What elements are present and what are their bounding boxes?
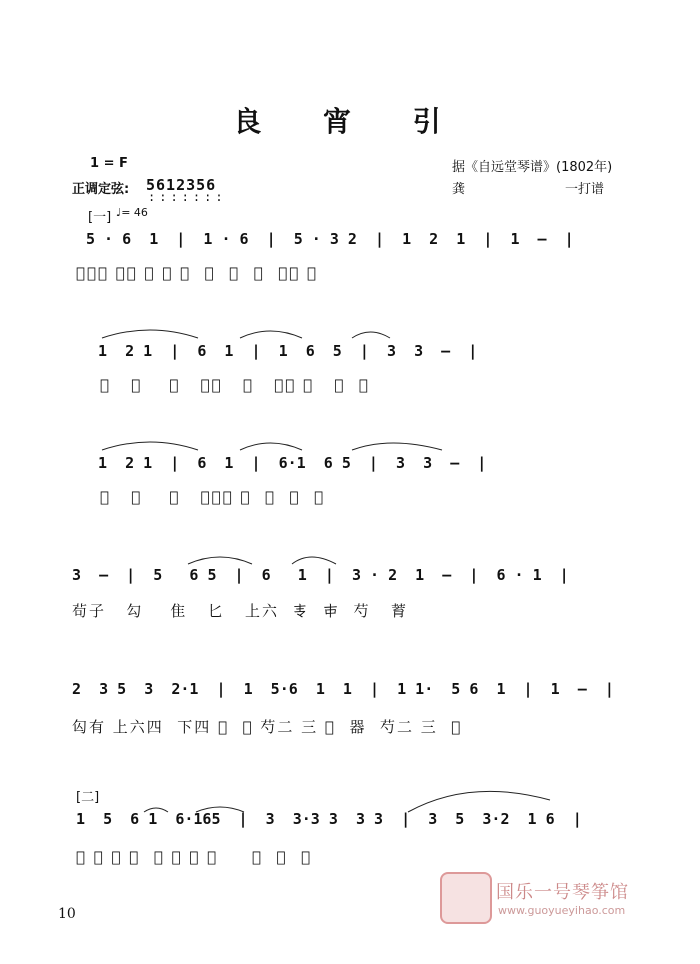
system-6-tablature: 𰀍 芍 𰀎 立 𰀃 𰀅 𰀏 固 𰀅 𰀐 二: [76, 848, 313, 866]
system-1-notes: 5 · 6 1 | 1 · 6 | 5 · 3 2 | 1 2 1 | 1 — |: [86, 230, 574, 248]
system-1-tablature: 𮦳有芍 三正 𰀀 卺 𰁀 㕯 勺 四 三正 𰀀: [76, 264, 319, 282]
watermark-text: 国乐一号琴筝馆: [496, 882, 629, 903]
page-title: 良 宵 引: [233, 105, 467, 138]
system-3-slurs: [90, 432, 650, 456]
section-marker-1: [一]: [88, 210, 112, 225]
system-2-tablature: 𰁁 雊 茾 上六 𰀂 下七 𰀃 𰀄 𰀅: [100, 376, 370, 394]
system-3-tablature: 𰁂 雊 茾 上六立 𰀆 𰀃 𰀇 𰀅: [100, 488, 326, 506]
system-5-tablature: 匃有 上六四 下四 𰀊 𰀋 芍二 三 𰀌 器 芍二 三 𰀌: [72, 718, 463, 736]
watermark-url: www.guoyueyihao.com: [498, 904, 626, 917]
system-4-tablature: 茍子 勾 隹 匕 上六 𰀈 𰀉 芍 𦱀: [72, 602, 408, 620]
source-note: 据《自远堂琴谱》(1802年): [452, 160, 613, 175]
page-number: 10: [58, 906, 76, 922]
key-signature: 1 = F: [90, 156, 128, 171]
system-6-notes: 1 5 6 1 6·165 | 3 3·3 3 3 3 | 3 5 3·2 1 6 |: [76, 810, 582, 828]
system-5-notes: 2 3 5 3 2·1 | 1 5·6 1 1 | 1 1· 5 6 1 | 1 — |: [72, 680, 614, 698]
system-3-notes: 1 2 1 | 6 1 | 6·1 6 5 | 3 3 — |: [98, 454, 487, 472]
transcriber-credit: 一打谱: [565, 182, 605, 197]
tuning-label: 正调定弦:: [72, 182, 130, 197]
section-marker-2: [二]: [76, 790, 100, 805]
system-2-slurs: [90, 320, 650, 344]
seal-logo-icon: [440, 872, 492, 924]
system-4-notes: 3 — | 5 6 5 | 6 1 | 3 · 2 1 — | 6 · 1 |: [72, 566, 569, 584]
system-2-notes: 1 2 1 | 6 1 | 1 6 5 | 3 3 — |: [98, 342, 478, 360]
tuning-dots: :::::::: [148, 190, 227, 204]
transcriber-surname: 龚: [452, 182, 466, 197]
watermark: [440, 868, 660, 928]
tuning-notes: 5612356: [146, 176, 217, 194]
tempo-mark: ♩= 46: [116, 206, 148, 219]
